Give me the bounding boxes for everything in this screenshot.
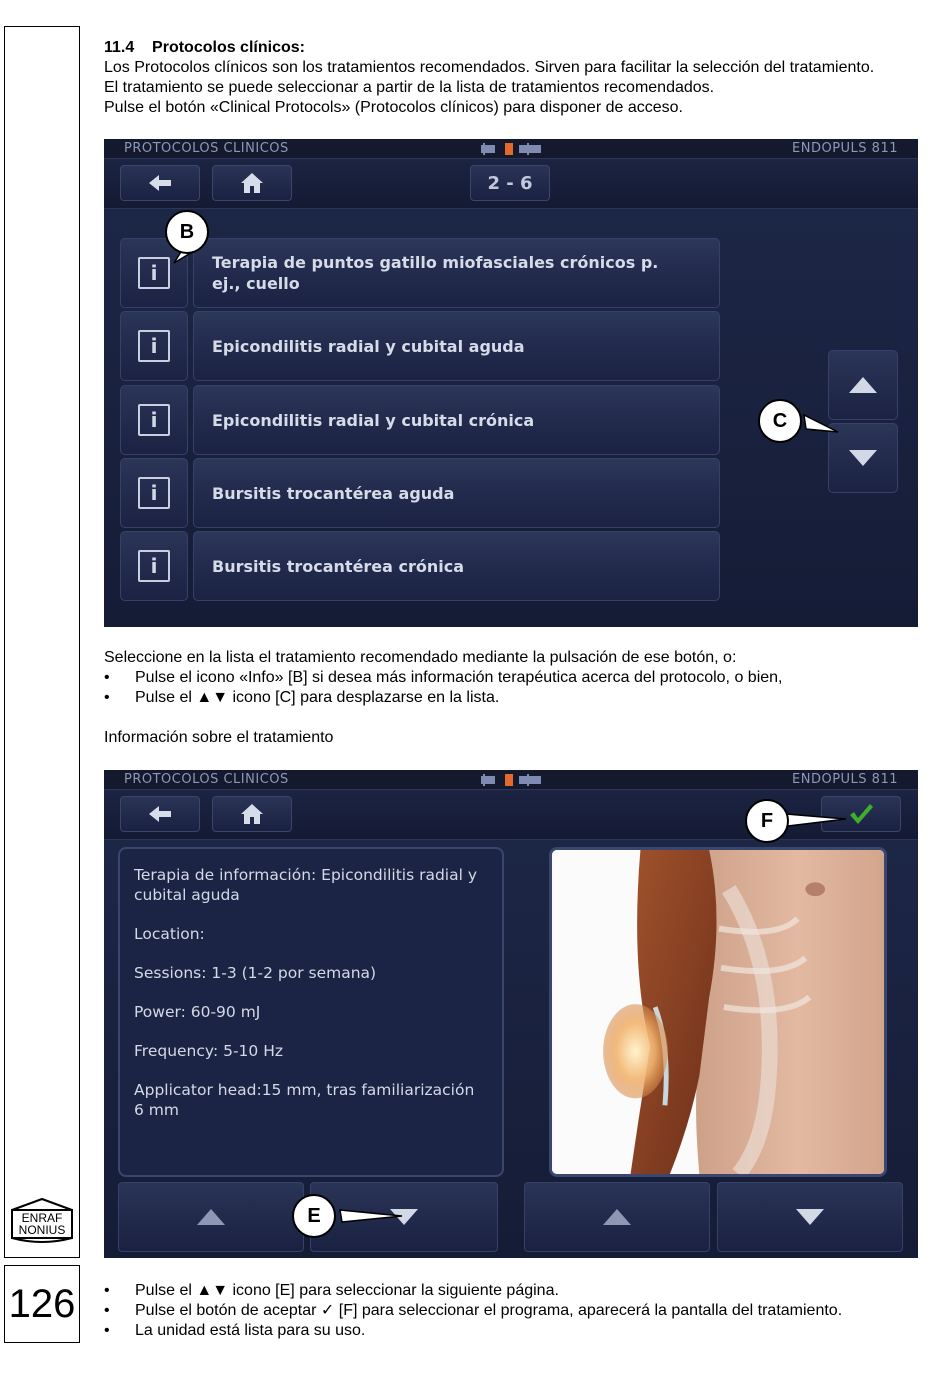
arrow-left-icon [147,804,173,824]
treatment-info-screen [104,770,918,1258]
checkmark-icon [848,802,874,826]
protocol-button[interactable]: Epicondilitis radial y cubital crónica [193,385,720,455]
info-applicator: Applicator head:15 mm, tras familiarización 6 mm [134,1081,475,1119]
callout-f: F [745,799,789,843]
instructions [104,648,914,748]
info-icon: i [138,330,170,362]
bullet: • [104,1282,110,1299]
device-name: ENDOPULS 811 [792,772,898,787]
back-button[interactable] [120,165,200,201]
intro-paragraph: El tratamiento se puede seleccionar a partir de la lista de tratamientos recomendados. [104,79,715,96]
svg-text:NONIUS: NONIUS [18,1223,66,1237]
protocol-button[interactable]: Epicondilitis radial y cubital aguda [193,311,720,381]
callout-e: E [292,1194,336,1238]
final-instructions [104,1281,924,1341]
info-scroll-up-button[interactable] [118,1182,304,1252]
list-item [120,311,720,381]
svg-text:ENRAF: ENRAF [21,1211,63,1225]
home-icon [240,172,264,194]
list-item [120,385,720,455]
image-scroll-down-button[interactable] [717,1182,903,1252]
list-item: • La unidad está lista para su uso. [104,1322,366,1339]
protocol-button[interactable]: Bursitis trocantérea crónica [193,531,720,601]
subheading: Información sobre el tratamiento [104,729,334,746]
toolbar [104,790,918,840]
final-list [104,1281,924,1341]
list-item: • Pulse el botón de aceptar ✓ [F] para seleccionar el programa, aparecerá la pantalla del tratamiento. [104,1302,843,1319]
left-margin-frame [4,26,80,1258]
bullet: • [104,689,110,706]
list-item: • Pulse el ▲▼ icono [E] para seleccionar la siguiente página. [104,1282,559,1299]
info-icon: i [138,404,170,436]
bullet: • [104,1322,110,1339]
bullet: • [104,1302,110,1319]
callout-b: B [165,210,209,254]
section-number: 11.4 [104,39,135,56]
instructions-intro: Seleccione en la lista el tratamiento recomendado mediante la pulsación de ese botón, o: [104,649,737,666]
intro-paragraph: Los Protocolos clínicos son los tratamientos recomendados. Sirven para facilitar la selección del tratamiento. [104,59,875,76]
home-button[interactable] [212,165,292,201]
intro-paragraph: Pulse el botón «Clinical Protocols» (Protocolos clínicos) para disponer de acceso. [104,99,683,116]
screen-header [104,139,918,159]
treatment-info-panel [118,847,504,1177]
anatomy-image [549,847,887,1177]
list-item [120,458,720,528]
screen-title: PROTOCOLOS CLINICOS [124,772,289,787]
screen-header [104,770,918,790]
section-title: Protocolos clínicos: [152,39,305,56]
enraf-nonius-logo [8,1196,76,1246]
info-button[interactable] [120,531,188,601]
home-icon [240,803,264,825]
info-scroll-down-button[interactable] [310,1182,498,1252]
page-indicator: 2 - 6 [470,165,550,201]
page-number: 126 [4,1265,80,1343]
protocol-button[interactable]: Terapia de puntos gatillo miofasciales crónicos p. ej., cuello [193,238,720,308]
bullet: • [104,669,110,686]
list-item: • Pulse el ▲▼ icono [C] para desplazarse en la lista. [104,689,500,706]
clinical-protocols-list-screen [104,139,918,627]
info-button[interactable] [120,311,188,381]
info-icon: i [138,477,170,509]
arrow-left-icon [147,173,173,193]
triangle-down-icon [847,448,879,468]
info-title: Terapia de información: Epicondilitis radial y cubital aguda [134,866,477,904]
device-logo-icon [481,774,543,786]
triangle-down-icon [794,1207,826,1227]
triangle-up-icon [195,1207,227,1227]
back-button[interactable] [120,796,200,832]
toolbar [104,159,918,209]
info-button[interactable] [120,385,188,455]
device-name: ENDOPULS 811 [792,141,898,156]
triangle-up-icon [847,375,879,395]
accept-button[interactable] [821,796,901,832]
device-logo-icon [481,143,543,155]
list-item: • Pulse el icono «Info» [B] si desea más información terapéutica acerca del protocolo, o bien, [104,669,783,686]
triangle-down-icon [388,1207,420,1227]
info-power: Power: 60-90 mJ [134,1003,261,1021]
screen-title: PROTOCOLOS CLINICOS [124,141,289,156]
scroll-up-button[interactable] [828,350,898,420]
scroll-down-button[interactable] [828,423,898,493]
info-icon: i [138,550,170,582]
anatomy-illustration [552,850,884,1174]
info-icon: i [138,257,170,289]
triangle-up-icon [601,1207,633,1227]
protocol-button[interactable]: Bursitis trocantérea aguda [193,458,720,528]
info-sessions: Sessions: 1-3 (1-2 por semana) [134,964,377,982]
section-heading [104,38,914,58]
image-scroll-up-button[interactable] [524,1182,710,1252]
callout-c: C [758,399,802,443]
home-button[interactable] [212,796,292,832]
list-item [120,531,720,601]
info-location: Location: [134,925,205,943]
section-intro [104,38,914,118]
info-frequency: Frequency: 5-10 Hz [134,1042,283,1060]
info-button[interactable] [120,458,188,528]
list-item [120,238,720,308]
instruction-list [104,668,914,708]
